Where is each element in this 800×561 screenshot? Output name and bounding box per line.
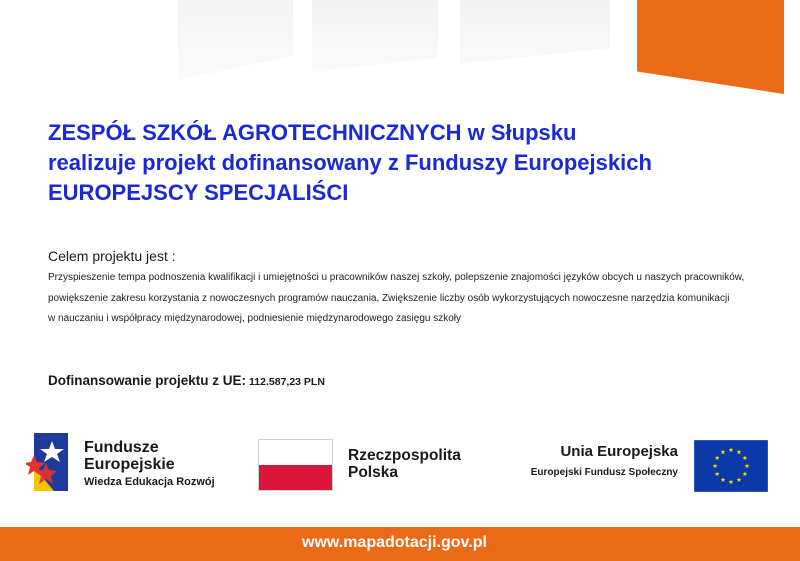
footer-bar bbox=[0, 527, 800, 561]
fundusze-europejskie-icon bbox=[26, 433, 76, 493]
fe-name bbox=[84, 439, 175, 473]
decorative-shape bbox=[460, 0, 610, 64]
project-title bbox=[48, 118, 768, 208]
ue-subtitle: Europejski Fundusz Społeczny bbox=[530, 467, 678, 478]
goal-intro: Celem projektu jest : bbox=[48, 248, 176, 264]
fe-line1: Fundusze bbox=[84, 439, 159, 456]
rp-name bbox=[348, 447, 461, 481]
project-statement: realizuje projekt dofinansowany z Funduszy Europejskich bbox=[48, 150, 652, 175]
funding-amount: 112.587,23 PLN bbox=[249, 376, 325, 388]
rp-line2: Polska bbox=[348, 464, 398, 481]
funding-label: Dofinansowanie projektu z UE: bbox=[48, 373, 247, 388]
goal-line: Przyspieszenie tempa podnoszenia kwalifikacji i umiejętności u pracowników naszej szkoły, polepszenie znajomości języków obcych u naszych pracowników, bbox=[48, 272, 745, 283]
fe-line2: Europejskie bbox=[84, 456, 175, 473]
goal-line: w nauczaniu i współpracy międzynarodowej, podniesienie międzynarodowego zasięgu szkoły bbox=[48, 313, 462, 324]
poland-flag-icon bbox=[258, 439, 333, 491]
orange-accent-shape bbox=[637, 0, 784, 94]
funding-info bbox=[48, 373, 325, 388]
unia-europejska-logo bbox=[518, 440, 768, 492]
footer-url[interactable]: www.mapadotacji.gov.pl bbox=[302, 534, 487, 551]
goal-description bbox=[48, 268, 770, 330]
fe-subtitle: Wiedza Edukacja Rozwój bbox=[84, 476, 215, 488]
fundusze-europejskie-logo bbox=[26, 433, 216, 493]
rp-line1: Rzeczpospolita bbox=[348, 447, 461, 464]
rzeczpospolita-polska-logo bbox=[258, 439, 488, 491]
project-name: EUROPEJSCY SPECJALIŚCI bbox=[48, 180, 349, 205]
decorative-shape bbox=[178, 0, 293, 80]
goal-line: powiększenie zakresu korzystania z nowoczesnych programów nauczania, Zwiększenie liczby osób wykorzystujących nowoczesne narzędzia komunikacji bbox=[48, 292, 730, 304]
school-name: ZESPÓŁ SZKÓŁ AGROTECHNICZNYCH w Słupsku bbox=[48, 120, 577, 145]
ue-name: Unia Europejska bbox=[560, 443, 678, 460]
decorative-shape bbox=[312, 0, 438, 72]
eu-flag-icon bbox=[694, 440, 768, 492]
